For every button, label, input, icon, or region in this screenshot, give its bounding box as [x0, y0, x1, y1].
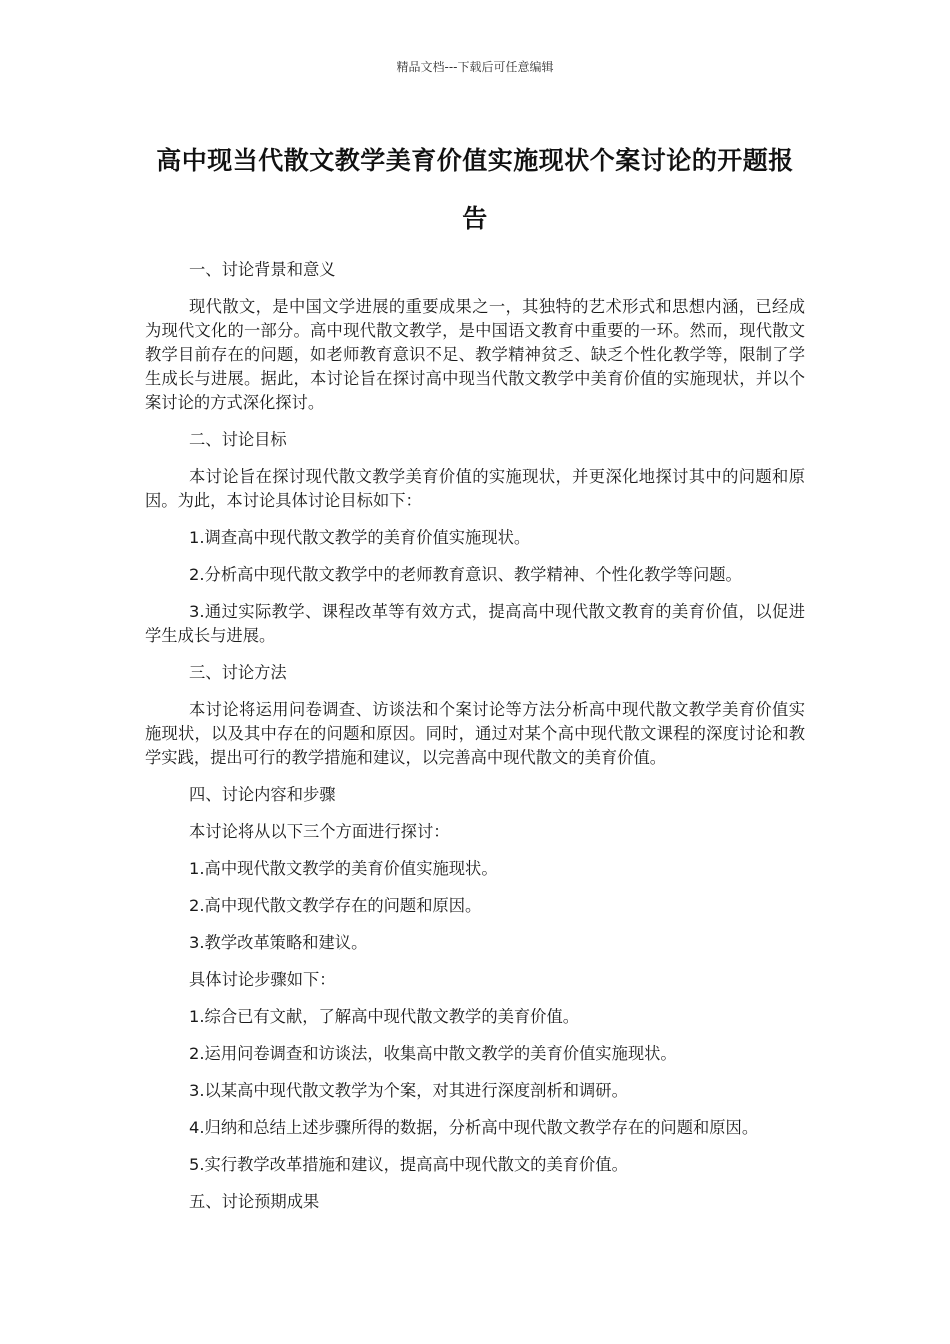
- list-item: 2.运用问卷调查和访谈法，收集高中散文教学的美育价值实施现状。: [189, 1044, 677, 1063]
- document-body: [145, 258, 805, 1227]
- document-title: 高中现当代散文教学美育价值实施现状个案讨论的开题报告: [156, 146, 794, 233]
- list-item: 1.调查高中现代散文教学的美育价值实施现状。: [189, 528, 531, 547]
- section-heading: 五、讨论预期成果: [189, 1192, 320, 1211]
- paragraph: 现代散文，是中国文学进展的重要成果之一，其独特的艺术形式和思想内涵，已经成为现代文化的一部分。高中现代散文教学，是中国语文教育中重要的一环。然而，现代散文教学目前存在的问题，如老师教育意识不足、教学精神贫乏、缺乏个性化教学等，限制了学生成长与进展。据此，本讨论旨在探讨高中现当代散文教学中美育价值的实施现状，并以个案讨论的方式深化探讨。: [145, 297, 805, 412]
- list-item: 1.综合已有文献，了解高中现代散文教学的美育价值。: [189, 1007, 580, 1026]
- section-heading: 二、讨论目标: [189, 430, 287, 449]
- list-item: 3.教学改革策略和建议。: [189, 933, 368, 952]
- list-item: 1.高中现代散文教学的美育价值实施现状。: [189, 859, 498, 878]
- list-item: 4.归纳和总结上述步骤所得的数据，分析高中现代散文教学存在的问题和原因。: [189, 1118, 759, 1137]
- list-item: 5.实行教学改革措施和建议，提高高中现代散文的美育价值。: [189, 1155, 628, 1174]
- list-item: 2.高中现代散文教学存在的问题和原因。: [189, 896, 482, 915]
- paragraph: 本讨论旨在探讨现代散文教学美育价值的实施现状，并更深化地探讨其中的问题和原因。为此，本讨论具体讨论目标如下：: [145, 467, 805, 510]
- list-item: 2.分析高中现代散文教学中的老师教育意识、教学精神、个性化教学等问题。: [189, 565, 742, 584]
- paragraph: 具体讨论步骤如下：: [189, 970, 336, 989]
- section-heading: 一、讨论背景和意义: [189, 260, 336, 279]
- list-item: 3.通过实际教学、课程改革等有效方式，提高高中现代散文教育的美育价值，以促进学生成长与进展。: [145, 602, 805, 645]
- list-item: 3.以某高中现代散文教学为个案，对其进行深度剖析和调研。: [189, 1081, 628, 1100]
- page-header: 精品文档---下载后可任意编辑: [396, 60, 554, 74]
- paragraph: 本讨论将运用问卷调查、访谈法和个案讨论等方法分析高中现代散文教学美育价值实施现状，以及其中存在的问题和原因。同时，通过对某个高中现代散文课程的深度讨论和教学实践，提出可行的教学措施和建议，以完善高中现代散文的美育价值。: [145, 700, 805, 767]
- section-heading: 三、讨论方法: [189, 663, 287, 682]
- section-heading: 四、讨论内容和步骤: [189, 785, 336, 804]
- paragraph: 本讨论将从以下三个方面进行探讨：: [189, 822, 450, 841]
